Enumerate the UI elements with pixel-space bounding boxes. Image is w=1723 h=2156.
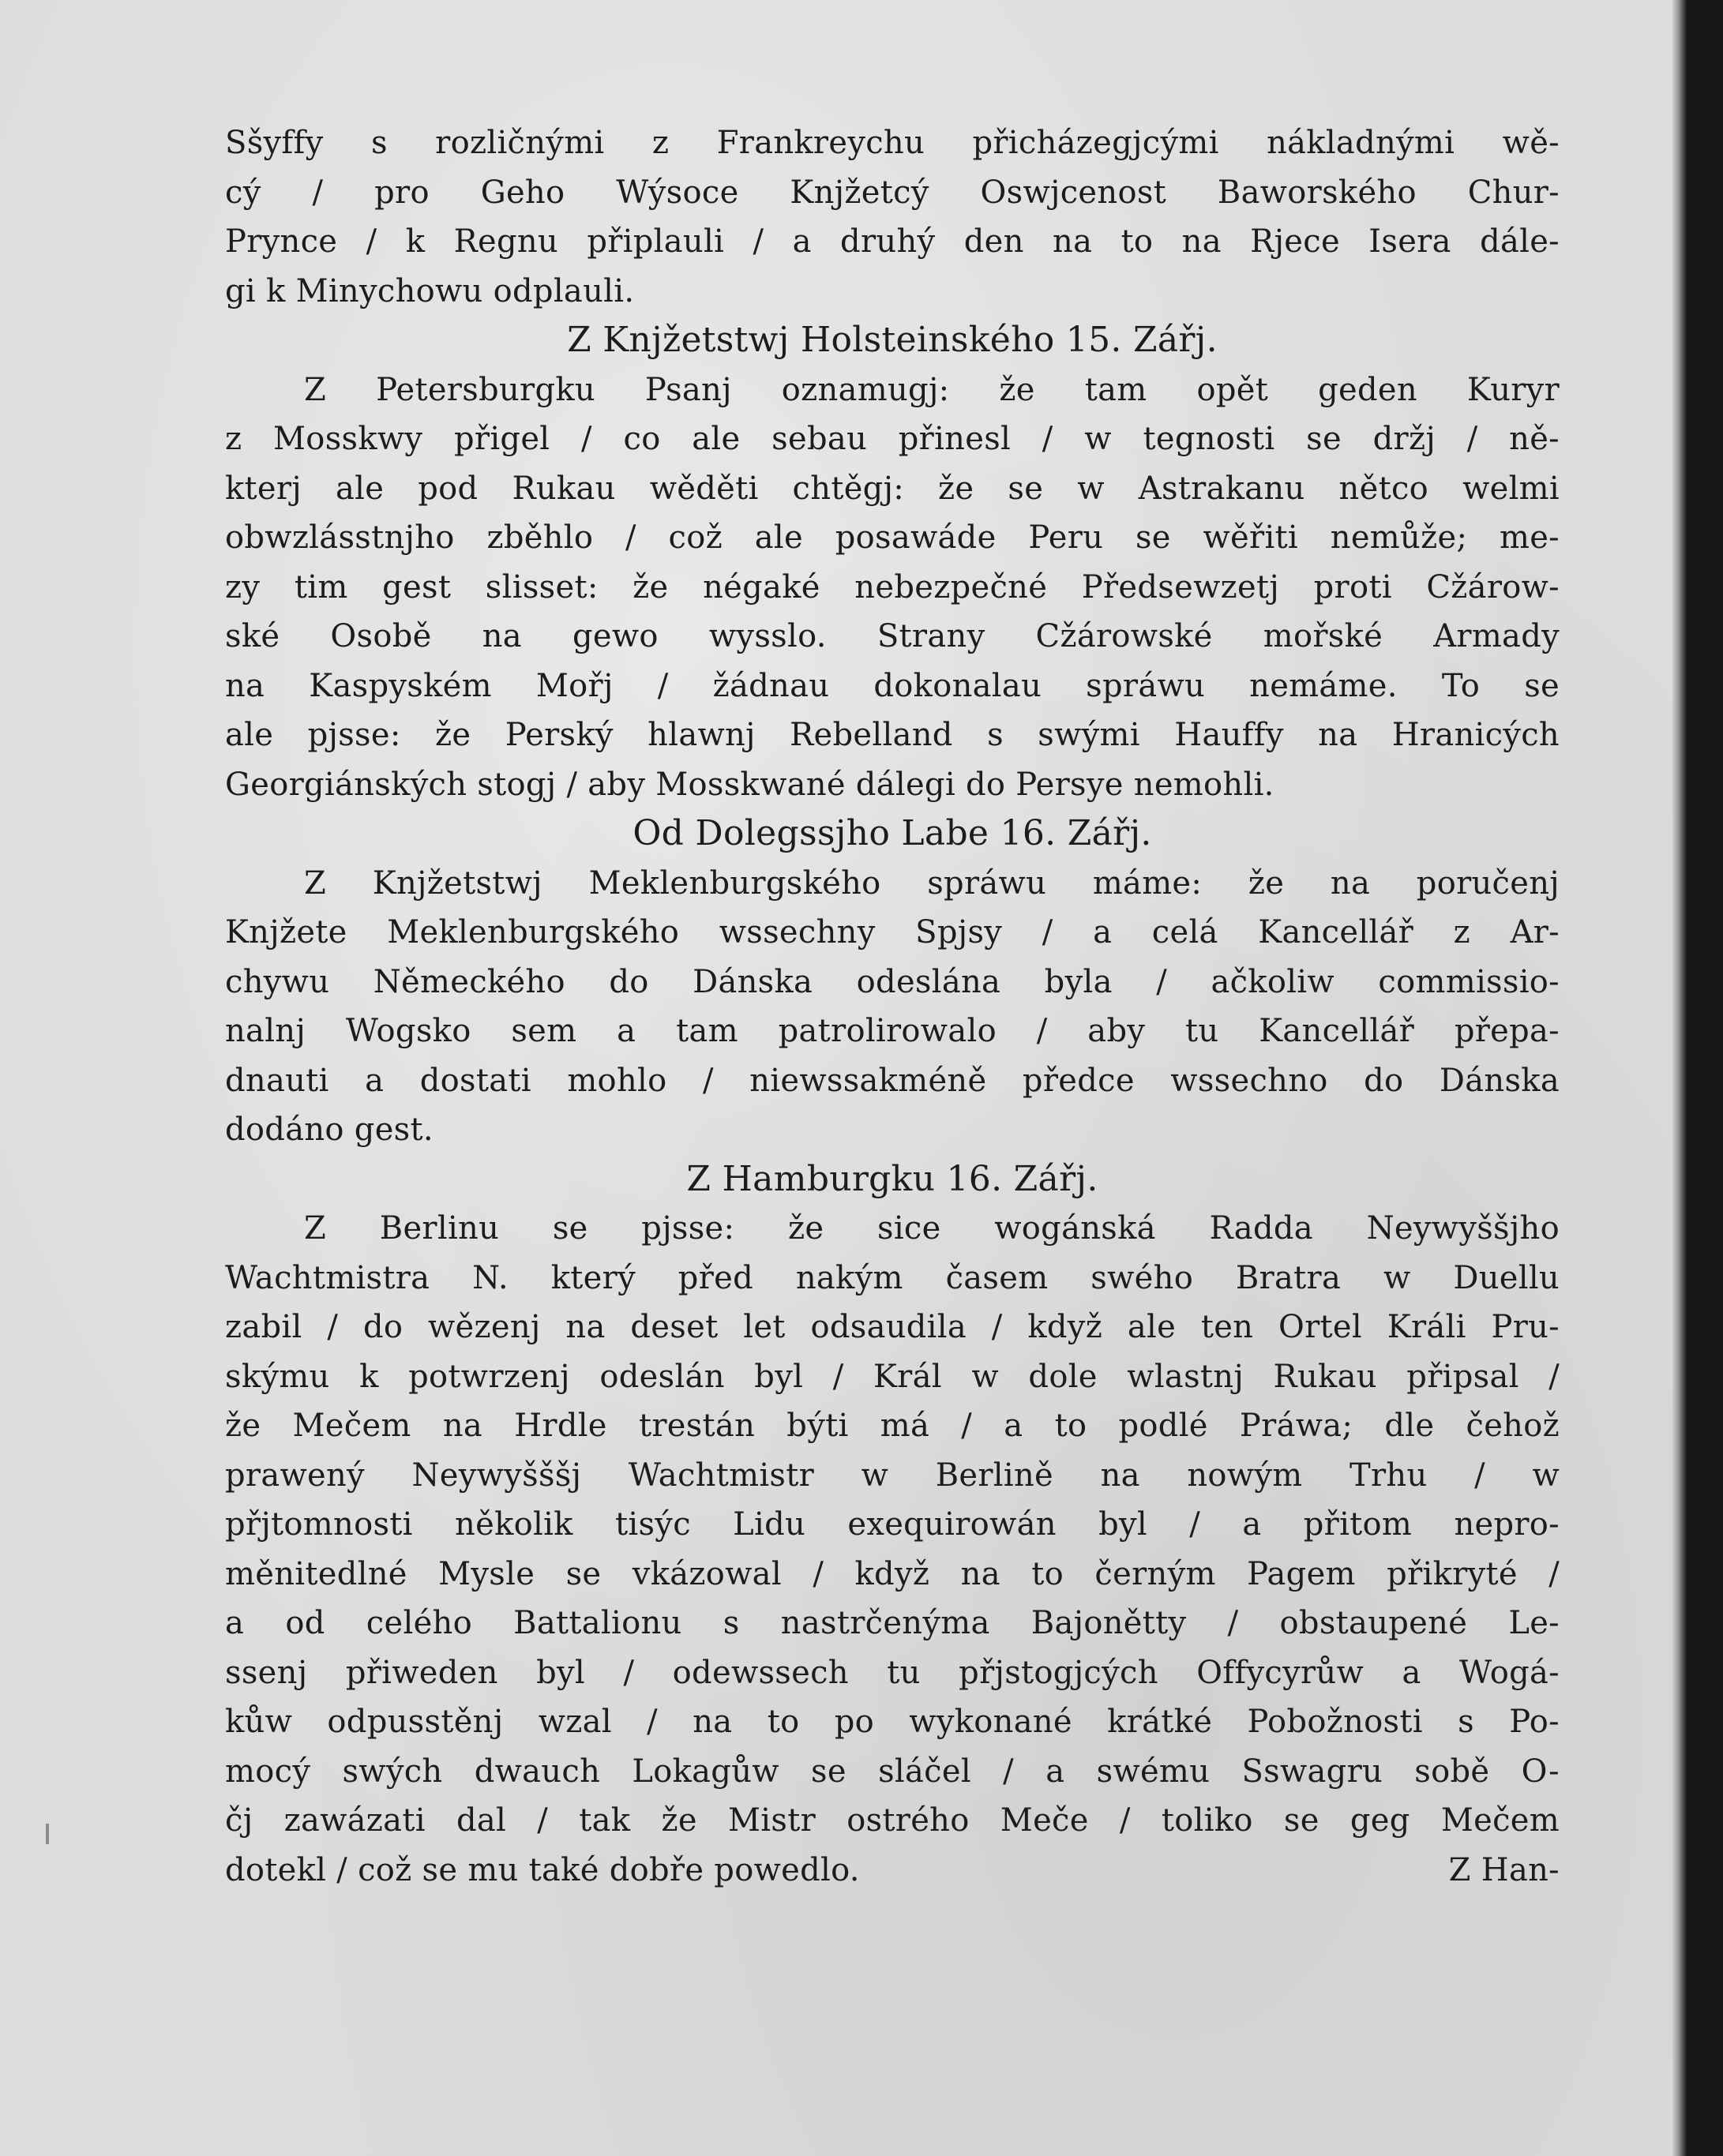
paragraph-last-line: dodáno gest.	[225, 1112, 434, 1148]
text-line: na Kaspyském Mořj / žádnau dokonalau spráwu nemáme. To se	[225, 667, 1560, 704]
text-line: z Mosskwy přigel / co ale sebau přinesl / w tegnosti se držj / ně-	[225, 421, 1560, 457]
text-line: dnauti a dostati mohlo / niewssakméně předce wssechno do Dánska	[225, 1062, 1560, 1099]
text-line: kůw odpusstěnj wzal / na to po wykonané krátké Pobožnosti s Po-	[225, 1704, 1560, 1740]
final-row	[225, 1846, 1560, 1895]
text-line: a od celého Battalionu s nastrčenýma Bajonětty / obstaupené Le-	[225, 1605, 1560, 1641]
final-text-line: dotekl / což se mu také dobře powedlo.	[225, 1851, 860, 1888]
section-heading: Z Knjžetstwj Holsteinského 15. Zářj.	[567, 320, 1218, 360]
text-line: Wachtmistra N. který před nakým časem swého Bratra w Duellu	[225, 1259, 1560, 1296]
paragraph-first-line: Z Berlinu se pjsse: že sice wogánská Radda Neywyššjho	[304, 1210, 1560, 1247]
paragraph-first-line: Z Knjžetstwj Meklenburgského spráwu máme: že na poručenj	[304, 864, 1560, 902]
text-line: ské Osobě na gewo wysslo. Strany Cžárowské mořské Armady	[225, 618, 1560, 654]
text-line: chywu Německého do Dánska odeslána byla / ačkoliw commissio-	[225, 963, 1560, 1000]
catchword: Z Han-	[1448, 1851, 1560, 1888]
paragraph-last-line: gi k Minychowu odplauli.	[225, 272, 635, 309]
paragraph-last-line: Georgiánských stogj / aby Mosskwané dálegi do Persye nemohli.	[225, 766, 1274, 803]
text-line: čj zawázati dal / tak že Mistr ostrého Meče / toliko se geg Mečem	[225, 1802, 1560, 1839]
paragraph-first-line: Z Petersburgku Psanj oznamugj: že tam opět geden Kuryr	[304, 371, 1560, 408]
scan-background-strip	[1687, 0, 1723, 2156]
text-line: zabil / do wězenj na deset let odsaudila / když ale ten Ortel Králi Pru-	[225, 1309, 1560, 1345]
page-edge-shadow	[1672, 0, 1687, 2156]
text-line: obwzlásstnjho zběhlo / což ale posawáde Peru se wěřiti nemůže; me-	[225, 519, 1560, 556]
text-line: Prynce / k Regnu připlauli / a druhý den na to na Rjece Isera dále-	[225, 223, 1560, 260]
text-line: kterj ale pod Rukau wěděti chtěgj: že se w Astrakanu nětco welmi	[225, 470, 1560, 507]
text-line: Sšyffy s rozličnými z Frankreychu přicházegjcými nákladnými wě-	[225, 125, 1560, 161]
text-line: přjtomnosti několik tisýc Lidu exequirowán byl / a přitom nepro-	[225, 1506, 1560, 1543]
margin-mark	[46, 1824, 49, 1844]
section-heading: Od Dolegssjho Labe 16. Zářj.	[633, 813, 1152, 853]
text-line: že Mečem na Hrdle trestán býti má / a to podlé Práwa; dle čehož	[225, 1408, 1560, 1444]
text-line: měnitedlné Mysle se vkázowal / když na to černým Pagem přikryté /	[225, 1555, 1560, 1592]
text-line: cý / pro Geho Wýsoce Knjžetcý Oswjcenost Baworského Chur-	[225, 174, 1560, 211]
text-line: mocý swých dwauch Lokagůw se sláčel / a swému Sswagru sobě O-	[225, 1753, 1560, 1790]
text-line: Knjžete Meklenburgského wssechny Spjsy / a celá Kancellář z Ar-	[225, 914, 1560, 951]
body-text	[225, 118, 1560, 1895]
text-line: prawený Neywyšššj Wachtmistr w Berlině na nowým Trhu / w	[225, 1457, 1560, 1494]
text-line: zy tim gest slisset: že négaké nebezpečné Předsewzetj proti Cžárow-	[225, 568, 1560, 606]
text-line: nalnj Wogsko sem a tam patrolirowalo / aby tu Kancellář přepa-	[225, 1013, 1560, 1049]
text-line: ssenj přiweden byl / odewssech tu přjstogjcých Offycyrůw a Wogá-	[225, 1654, 1560, 1691]
section-heading: Z Hamburgku 16. Zářj.	[686, 1158, 1098, 1199]
text-line: ale pjsse: že Perský hlawnj Rebelland s swými Hauffy na Hranicých	[225, 717, 1560, 753]
text-line: skýmu k potwrzenj odeslán byl / Král w dole wlastnj Rukau připsal /	[225, 1358, 1560, 1395]
